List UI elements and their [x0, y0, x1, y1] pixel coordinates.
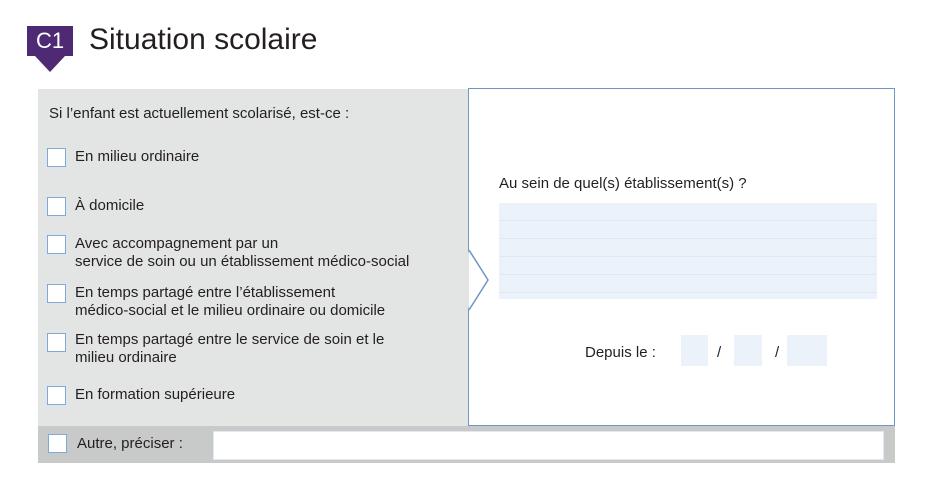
option-label: À domicile — [75, 197, 145, 214]
checkbox[interactable] — [47, 284, 66, 303]
section-code-badge: C1 — [27, 26, 73, 56]
checkbox[interactable] — [48, 434, 67, 453]
since-year-field[interactable] — [787, 335, 827, 366]
establishment-question: Au sein de quel(s) établissement(s) ? — [499, 175, 747, 192]
option-label: Avec accompagnement par un service de soin ou un établissement médico-social — [75, 235, 410, 270]
checkbox[interactable] — [47, 235, 66, 254]
schooling-question: Si l’enfant est actuellement scolarisé, est-ce : — [49, 105, 350, 122]
section-badge-pointer — [35, 56, 65, 72]
since-label: Depuis le : — [585, 344, 656, 361]
callout-arrow — [460, 250, 490, 310]
section-title: Situation scolaire — [89, 23, 318, 56]
since-month-field[interactable] — [734, 335, 762, 366]
other-label: Autre, préciser : — [77, 435, 183, 452]
establishment-input[interactable] — [499, 203, 877, 299]
checkbox[interactable] — [47, 197, 66, 216]
since-day-field[interactable] — [681, 335, 708, 366]
option-label: En milieu ordinaire — [75, 148, 200, 165]
option-label: En temps partagé entre le service de soin et le milieu ordinaire — [75, 331, 385, 366]
option-label: En temps partagé entre l’établissement médico-social et le milieu ordinaire ou domicile — [75, 284, 386, 319]
checkbox[interactable] — [47, 333, 66, 352]
date-separator: / — [775, 344, 780, 361]
checkbox[interactable] — [47, 386, 66, 405]
other-specify-input[interactable] — [213, 431, 884, 460]
option-label: En formation supérieure — [75, 386, 236, 403]
checkbox[interactable] — [47, 148, 66, 167]
date-separator: / — [717, 344, 722, 361]
